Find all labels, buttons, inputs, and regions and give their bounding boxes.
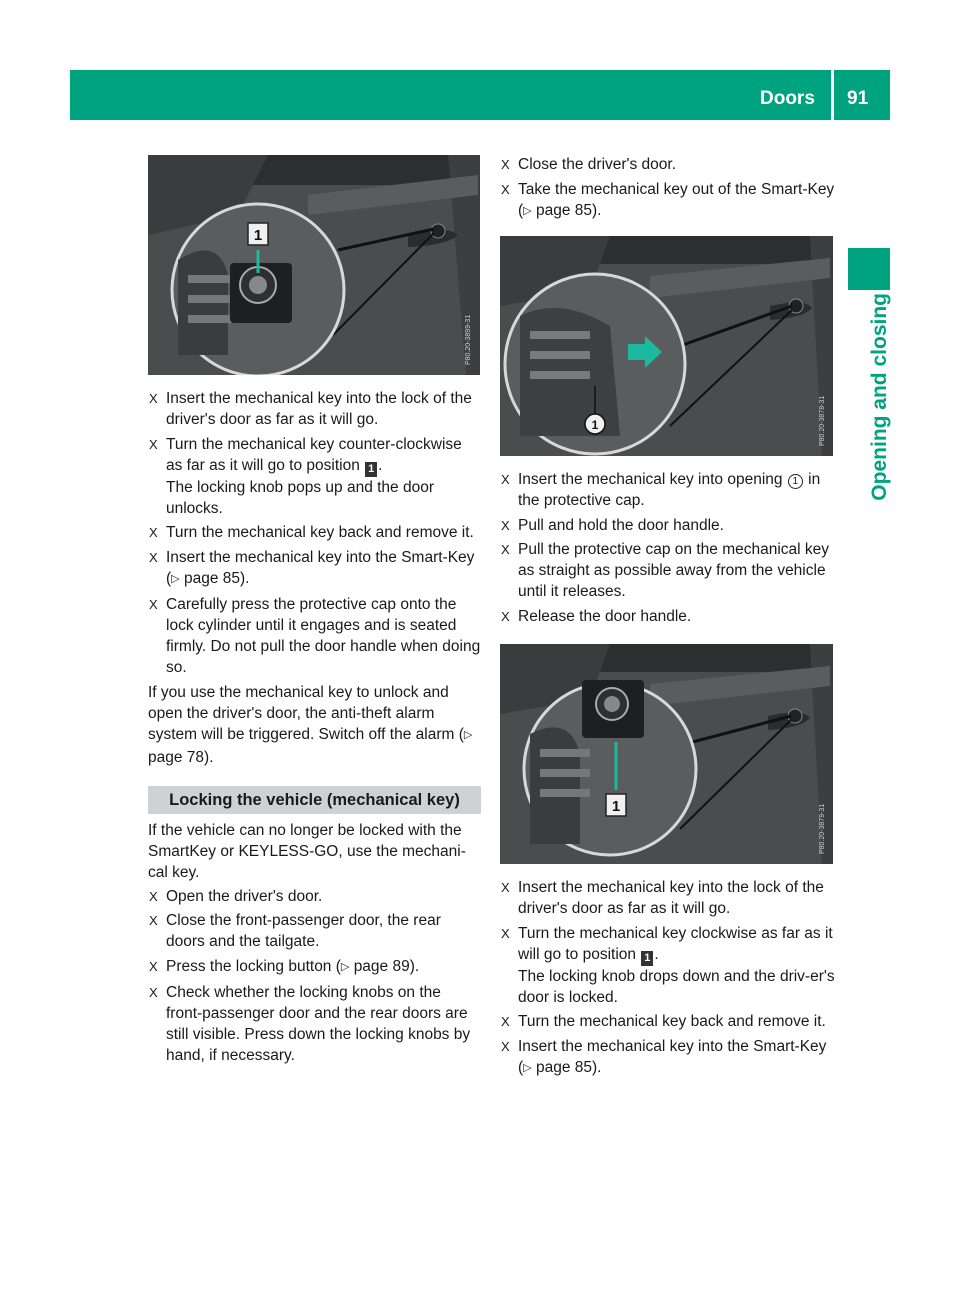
step-hold-handle: X Pull and hold the door handle.	[501, 516, 724, 534]
step-marker-icon: X	[149, 597, 158, 612]
step-take-key-out: X Take the mechanical key out of the Smart-Key (▷ page 85).	[501, 180, 835, 219]
step-turn-counterclockwise: X Turn the mechanical key counter-clockwise as far as it will go to position 1 . The locking knob pops up and the door unlocks.	[149, 435, 462, 517]
step-insert-key-opening: X Insert the mechanical key into opening 1 in the protective cap.	[501, 471, 821, 509]
step-open-door: X Open the driver's door.	[149, 887, 323, 905]
section-heading: Locking the vehicle (mechanical key)	[148, 786, 481, 814]
position-ref-badge: 1	[641, 951, 653, 966]
step-insert-smartkey-2: X Insert the mechanical key into the Smart-Key (▷ page 85).	[501, 1037, 827, 1076]
step-marker-icon: X	[149, 958, 158, 974]
page-number: 91	[847, 88, 869, 109]
step-marker-icon: X	[149, 436, 158, 452]
figure-lock	[500, 644, 833, 864]
step-marker-icon: X	[149, 549, 158, 565]
figure-unlock-code: P80.20-3899-31	[465, 314, 472, 365]
page-ref-arrow-icon: ▷	[523, 1061, 532, 1074]
step-marker-icon: X	[501, 542, 510, 557]
step-marker-icon: X	[501, 1014, 510, 1029]
side-tab-label: Opening and closing	[868, 293, 891, 501]
opening-ref-badge: 1	[788, 474, 803, 489]
step-marker-icon: X	[149, 525, 158, 540]
step-marker-icon: X	[501, 517, 510, 533]
page-ref-link[interactable]: page 78	[148, 748, 205, 766]
figure-unlock-label: 1	[253, 227, 263, 244]
step-press-cap: X Carefully press the protective cap onto the lock cylinder until it engages and is seated firmly. Do not pull the door handle when doing so.	[149, 596, 481, 676]
step-marker-icon: X	[149, 391, 158, 406]
side-tab-marker	[848, 248, 890, 290]
step-marker-icon: X	[501, 181, 510, 197]
step-turn-back-remove: X Turn the mechanical key back and remove it.	[149, 524, 474, 541]
step-insert-key-lock: X Insert the mechanical key into the lock of the driver's door as far as it will go.	[149, 390, 472, 428]
page-ref-link[interactable]: page 89	[353, 957, 410, 975]
page-ref-arrow-icon: ▷	[171, 572, 180, 585]
left-column	[148, 388, 481, 1070]
step-marker-icon: X	[501, 472, 510, 487]
step-turn-back-remove-2: X Turn the mechanical key back and remove it.	[501, 1013, 826, 1030]
page-ref-arrow-icon: ▷	[340, 960, 350, 973]
step-turn-clockwise: X Turn the mechanical key clockwise as far as it will go to position 1 . The locking knob drops down and the driv-er's door is locked.	[501, 924, 835, 1006]
step-insert-smartkey: X Insert the mechanical key into the Smart-Key (▷ page 85).	[149, 548, 475, 587]
step-close-doors: X Close the front-passenger door, the rear doors and the tailgate.	[149, 912, 441, 950]
figure-lock-code: P80.20-3879-31	[819, 803, 826, 854]
step-marker-icon: X	[501, 608, 510, 624]
right-column-bottom	[500, 877, 835, 1083]
position-ref-badge: 1	[365, 462, 377, 477]
alarm-paragraph: If you use the mechanical key to unlock and open the driver's door, the anti-theft alarm system will be triggered. Switch off the alarm (▷ page 78).	[148, 683, 473, 766]
step-pull-cap: X Pull the protective cap on the mechanical key as straight as possible away from the vehicle until it releases.	[501, 541, 830, 600]
step-marker-icon: X	[501, 880, 510, 895]
step-close-driver-door: X Close the driver's door.	[501, 156, 677, 173]
page-ref-link[interactable]: page 85	[535, 201, 592, 219]
step-marker-icon: X	[149, 888, 158, 904]
header-divider	[831, 70, 834, 120]
right-column-top	[500, 154, 835, 226]
header-section-title: Doors	[760, 88, 815, 109]
right-column-middle	[500, 469, 835, 630]
step-marker-icon: X	[501, 925, 510, 941]
step-marker-icon: X	[149, 985, 158, 1000]
step-release-handle: X Release the door handle.	[501, 607, 692, 625]
step-marker-icon: X	[501, 1038, 510, 1054]
figure-unlock-lock	[148, 155, 480, 375]
figure-protective-cap	[500, 236, 833, 456]
figure-cap-label: 1	[591, 418, 599, 432]
step-note: The locking knob drops down and the driv-er's door is locked.	[518, 967, 835, 1006]
figure-cap-code: P80.20-3878-31	[819, 395, 826, 446]
section-intro: If the vehicle can no longer be locked with the SmartKey or KEYLESS-GO, use the mechani-cal key.	[148, 821, 466, 881]
step-press-locking-button: X Press the locking button (▷ page 89).	[149, 957, 420, 975]
step-insert-key-lock-2: X Insert the mechanical key into the lock of the driver's door as far as it will go.	[501, 879, 824, 917]
page-ref-arrow-icon: ▷	[523, 204, 532, 217]
step-marker-icon: X	[149, 913, 158, 928]
page-ref-arrow-icon: ▷	[463, 728, 473, 741]
figure-lock-label: 1	[611, 798, 621, 815]
page-ref-link[interactable]: page 85	[183, 569, 240, 587]
step-marker-icon: X	[501, 157, 510, 172]
step-note: The locking knob pops up and the door unlocks.	[166, 478, 434, 517]
page-ref-link[interactable]: page 85	[535, 1058, 592, 1076]
step-check-knobs: X Check whether the locking knobs on the front-passenger door and the rear doors are still visible. Press down the locking knobs by hand, if necessary.	[149, 984, 471, 1064]
